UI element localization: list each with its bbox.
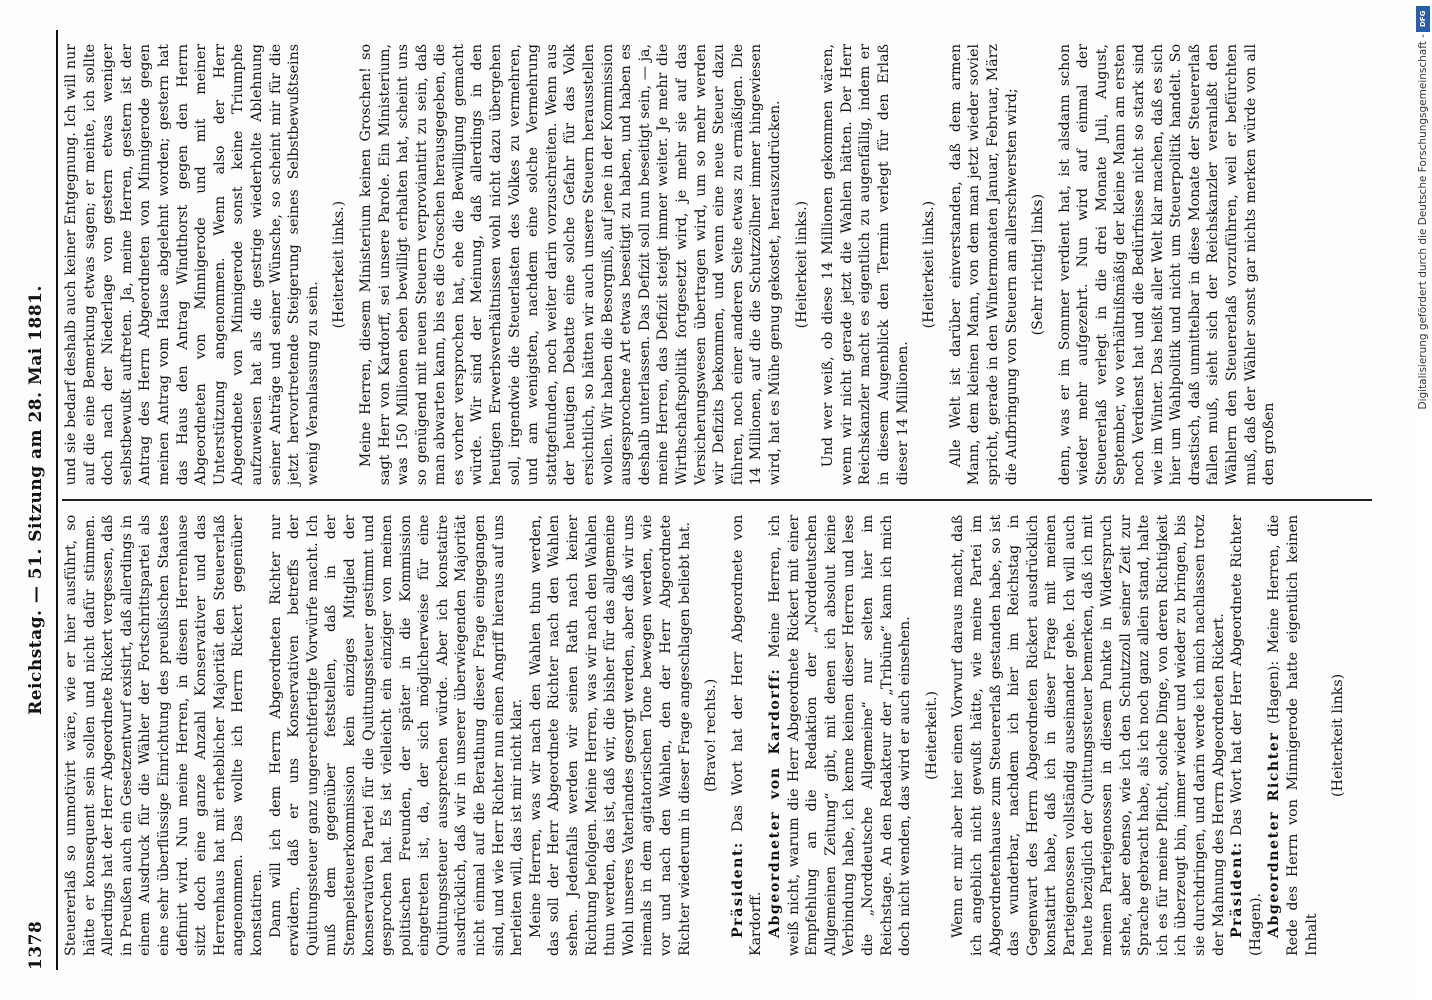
stage-direction: (Bravo! rechts.) xyxy=(703,678,720,793)
stage-direction: (Sehr richtig! links) xyxy=(1030,193,1047,336)
stage-direction: (Heiterkeit links.) xyxy=(921,200,938,329)
paragraph: Steuererlaß so unmotivirt wäre, wie er hier ausführt, so hätte er konsequent sein sollen und nicht dafür stimmen. Allerdings hat der Herr Abgeordnete Rickert vergessen, daß in Preußen auch ein Gesetzentwurf existirt, daß allerdings in einem Ausdruck für die Wähler der Fortschrittspartei als eine sehr überflüssige Einrichtung des preußischen Staates definirt wird. Nun meine Herren, in diesen Herrenhause sitzt doch eine ganze Anzahl Konservativer und das Herrenhaus hat mit erheblicher Majorität den Steuererlaß angenommen. Das wollte ich Herrn Rickert gegenüber konstatiren. xyxy=(63,514,265,956)
stage-direction: (Heiterkeit links) xyxy=(1330,673,1347,797)
stage-direction: (Heiterkeit links.) xyxy=(793,200,810,329)
paragraph: Präsident: Das Wort hat der Herr Abgeordnete Richter (Hagen). xyxy=(1229,514,1264,956)
paragraph: Und wer weiß, ob diese 14 Millionen gekommen wären, wenn wir nicht gerade jetzt die Wahlen hätten. Der Herr Reichskanzler macht es eigentlich zu augenfällig, indem er in diesem Augenblick den Termin verlegt für den Erlaß dieser 14 Millionen. xyxy=(820,44,911,486)
speaker: Abgeordneter von Kardorff: xyxy=(766,667,783,938)
dfg-logo-icon: DFG xyxy=(1416,6,1430,32)
stage-direction: (Heiterkeit links.) xyxy=(331,200,348,329)
paragraph: denn, was er im Sommer verdient hat, ist alsdann schon wieder mehr aufgezehrt. Nun wird auf einmal der Steuererlaß verlegt in die drei Monate Juli, August, September, wo verhältnißmäßig der kleine Mann am ersten noch Verdienst hat und die Bedürfnisse nicht so stark sind wie im Winter. Das heißt aller Welt klar machen, daß es sich hier um Wahlpolitik und nicht um Steuerpolitik handelt. So drastisch, daß unmittelbar in diese Monate der Steuererlaß fallen muß, sieht sich der Reichskanzler veranlaßt den Wählern den Steuererlaß vorzuführen, weil er befürchten muß, daß der Wähler sonst gar nichts merken würde von all den großen xyxy=(1056,44,1278,486)
paragraph: Abgeordneter von Kardorff: Meine Herren, ich weiß nicht, warum die Herr Abgeordnete Rickert mit einer Empfehlung an die Redaktion der „Norddeutschen Allgemeinen Zeitung“ gibt, mit denen ich absolut keine Verbindung habe, ich kenne keinen dieser Herren und lese die „Norddeutsche Allgemeine“ nur selten hier im Reichstage. An den Redakteur der „Tribüne“ kann ich mich doch nicht wenden, das wird er auch einsehen. xyxy=(766,514,914,956)
paragraph: und sie bedarf deshalb auch keiner Entgegnung. Ich will nur auf die eine Bemerkung etwas sagen; er meinte, ich sollte doch nach der Niederlage von gestern etwas weniger selbstbewußt auftreten. Ja, meine Herren, gestern ist der Antrag des Herrn Abgeordneten von Minnigerode gegen meinen Antrag vom Hause abgelehnt worden; gestern hat das Haus den Antrag Windthorst gegen den Herrn Abgeordneten von Minnigerode und mit meiner Unterstützung angenommen. Wenn also der Herr Abgeordnete von Minnigerode sonst keine Triumphe aufzuweisen hat als die gestrige wiederholte Ablehnung seiner Anträge und seiner Wünsche, so scheint mir für die jetzt hervortretende Steigerung seines Selbstbewußtseins wenig Veranlassung zu sein. xyxy=(63,44,321,486)
paragraph: Wenn er mir aber hier einen Vorwurf daraus macht, daß ich angeblich nicht gewußt hätte, wie meine Partei im Abgeordnetenhause zum Steuererlaß gestanden habe, so ist das wunderbar, nachdem ich hier im Reichstag in Gegenwart des Herrn Abgeordneten Rickert ausdrücklich konstatirt habe, daß ich in dieser Frage mit meinen Parteigenossen vollständig auseinander gehe. Ich will auch heute bezüglich der Quittungssteuer bemerken, daß ich mit meinen Parteigenossen in diesem Punkte in Widerspruch stehe, aber ebenso, wie ich den Schutzzoll seiner Zeit zur Sprache gebracht habe, als ich noch ganz allein stand, halte ich es für meine Pflicht, solche Dinge, von deren Richtigkeit ich überzeugt bin, immer wieder und wieder zu bringen, bis sie durchdringen, und darin werde ich mich nachlassen trotz der Mahnung des Herrn Abgeordneten Rickert. xyxy=(950,514,1227,956)
paragraph: Dann will ich dem Herrn Abgeordneten Richter nur erwidern, daß er uns Konservativen betreffs der Quittungssteuer ganz ungerechtfertigte Vorwürfe macht. Ich muß dem gegenüber feststellen, daß in der Stempelsteuerkommission kein einziges Mitglied der konservativen Partei für die Quittungssteuer gestimmt und gesprochen hat. Es ist vielleicht ein einziger von meinen politischen Freunden, der später in die Kommission eingetreten ist, da, der sich möglicherweise für eine Quittungssteuer aussprechen würde. Aber ich konstatire ausdrücklich, daß wir in unserer überwiegenden Majorität nicht einmal auf die Berathung dieser Frage eingegangen sind, und wie Herr Richter nun einen Angriff hieraus auf uns herleiten will, das ist mir nicht klar. xyxy=(267,514,526,956)
running-title: Reichstag. — 51. Sitzung am 28. Mai 1881. xyxy=(26,285,46,715)
paragraph: Alle Welt ist darüber einverstanden, daß dem armen Mann, dem kleinen Mann, von dem man jetzt wieder soviel spricht, gerade in den Wintermonaten Januar, Februar, März die Aufbringung von Steuern am allerschwersten wird; xyxy=(947,44,1020,486)
stage-direction: (Heiterkeit.) xyxy=(923,690,940,780)
speaker: Abgeordneter Richter xyxy=(1266,731,1283,938)
paragraph: Präsident: Das Wort hat der Herr Abgeordnete von Kardorff. xyxy=(729,514,765,956)
speaker: Präsident: xyxy=(729,841,746,938)
text-columns xyxy=(62,30,1372,970)
column-rule xyxy=(62,499,1372,501)
page-number: 1378 xyxy=(26,920,46,970)
right-column xyxy=(62,30,1372,499)
paragraph: Meine Herren, was wir nach den Wahlen thun werden, das soll der Herr Abgeordnete Richter nach den Wahlen sehen. Jedenfalls werden wir seinen Rath nach keiner Richtung befolgen. Meine Herren, was wir nach den Wahlen thun werden, das ist, daß wir, die bisher für das allgemeine Wohl unseres Vaterlandes gesorgt werden, aber daß wir uns niemals in dem agitatorischen Tone bewegen werden, wie vor und nach den Wahlen, den der Herr Abgeordnete Richter wiederum in dieser Frage angeschlagen beliebt hat. xyxy=(527,514,693,956)
left-column xyxy=(62,501,1372,970)
paragraph: Abgeordneter Richter (Hagen): Meine Herren, die Rede des Herrn von Minnigerode hatte eigentlich keinen Inhalt xyxy=(1266,514,1320,956)
page-header xyxy=(22,30,58,970)
paragraph: Meine Herren, diesem Ministerium keinen Groschen! so sagt Herr von Kardorff, sei unsere Parole. Ein Ministerium, was 150 Millionen eben bewilligt erhalten hat, scheint uns so genügend mit neuen Steuern verproviantirt zu sein, daß man abwarten kann, bis es die Groschen herausgegeben, die es vorher versprochen hat, ehe die Bewilligung gemacht würde. Wir sind der Meinung, daß allerdings in den heutigen Erwerbsverhältnissen wohl nicht dazu übergehen soll, irgendwie die Steuerlasten des Volkes zu vermehren, und am wenigsten, nachdem eine solche Vermehrung stattgefunden, noch weiter darin vorzuschreiten. Wenn aus der heutigen Debatte eine solche Gefahr für das Volk ersichtlich, so hätten wir auch unsere Steuern herausstellen wollen. Wir haben die Besorgniß, auf jene in der Kommission ausgesprochene Art etwas beseitigt zu haben, und haben es deshalb unterlassen. Das Defizit soll nun beseitigt sein, — ja, meine Herren, das Defizit steigt immer weiter. Je mehr die Wirthschaftspolitik fortgesetzt wird, je mehr sie auf das Versicherungswesen übertragen wird, um so mehr werden wir Defizits bekommen, und wenn eine neue Steuer dazu führen, noch einer anderen Seite etwas zu ermäßigen. Die 14 Millionen, auf die die Schutzzöllner immer hingewiesen wird, hat es Mühe genug gekostet, herauszudrücken. xyxy=(357,44,783,486)
digitization-credit xyxy=(1414,0,1432,1000)
credit-text: Digitalisierung gefördert durch die Deutsche Forschungsgemeinschaft - xyxy=(1417,34,1429,410)
speaker: Präsident: xyxy=(1229,841,1246,938)
